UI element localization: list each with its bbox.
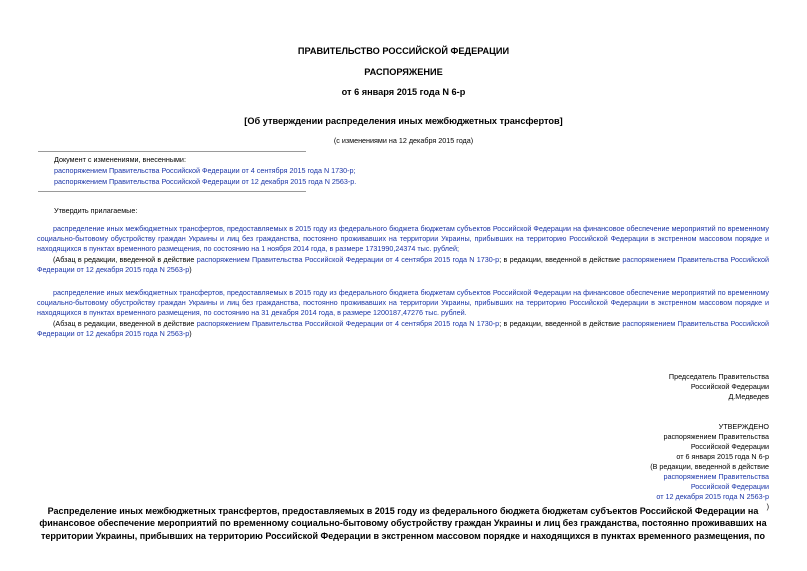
signature-country: Российской Федерации [690, 382, 769, 391]
note-link-2563[interactable]: распоряжением Правительства Российской Федерации от 12 декабря 2015 года N 2563-р [37, 254, 770, 274]
note-link-1730[interactable]: распоряжением Правительства Российской Федерации от 4 сентября 2015 года N 1730-р [196, 318, 500, 328]
signature-block [669, 372, 769, 402]
divider [38, 191, 306, 192]
signature-name: Д.Медведев [728, 392, 769, 401]
approval-block [650, 422, 769, 512]
paragraph-1 [37, 224, 769, 275]
approved-label: УТВЕРЖДЕНО [718, 422, 769, 431]
amendment-link-1730[interactable]: распоряжением Правительства Российской Федерации от 4 сентября 2015 года N 1730-р; [54, 166, 356, 175]
approval-line-4: (В редакции, введенной в действие [650, 462, 769, 471]
note-middle: ; в редакции, введенной в действие [499, 254, 621, 264]
signature-position: Председатель Правительства [668, 372, 769, 381]
note-middle: ; в редакции, введенной в действие [499, 318, 621, 328]
note-suffix: ) [189, 328, 192, 338]
approval-line-3: от 6 января 2015 года N 6-р [676, 452, 769, 461]
approve-intro: Утвердить прилагаемые: [54, 206, 138, 215]
note-prefix: (Абзац в редакции, введенной в действие [53, 254, 195, 264]
document-title: [Об утверждении распределения иных межбюджетных трансфертов] [244, 116, 563, 126]
approval-link-1[interactable]: распоряжением Правительства [663, 472, 769, 481]
note-link-1730[interactable]: распоряжением Правительства Российской Федерации от 4 сентября 2015 года N 1730-р [196, 254, 500, 264]
document-type: РАСПОРЯЖЕНИЕ [364, 67, 443, 77]
note-link-2563[interactable]: распоряжением Правительства Российской Федерации от 12 декабря 2015 года N 2563-р [37, 318, 770, 338]
divider [38, 151, 306, 152]
changes-note: (с изменениями на 12 декабря 2015 года) [333, 136, 474, 145]
approval-line-1: распоряжением Правительства [663, 432, 769, 441]
amendments-intro: Документ с изменениями, внесенными: [54, 155, 186, 164]
paragraph-2-text[interactable]: распределение иных межбюджетных трансфертов, предоставляемых в 2015 году из федерального бюджета бюджетам субъектов Российской Федерации на финансовое обеспечение мероприятий по временному социально-бытовому обустройству граждан Украины и лиц без гражданства, постоянно проживавших на территории Украины, прибывших на территорию Российской Федерации в экстренном массовом порядке и находящихся в пунктах временного размещения, по состоянию на 31 декабря 2014 года, в размере 1200187,47276 тыс. рублей. [37, 288, 769, 318]
document-date-number: от 6 января 2015 года N 6-р [341, 87, 466, 97]
note-prefix: (Абзац в редакции, введенной в действие [53, 318, 195, 328]
government-heading: ПРАВИТЕЛЬСТВО РОССИЙСКОЙ ФЕДЕРАЦИИ [297, 46, 510, 56]
paragraph-2 [37, 288, 769, 339]
paragraph-1-text[interactable]: распределение иных межбюджетных трансфертов, предоставляемых в 2015 году из федерального бюджета бюджетам субъектов Российской Федерации на финансовое обеспечение мероприятий по временному социально-бытовому обустройству граждан Украины и лиц без гражданства, постоянно проживавших на территории Украины, прибывших на территорию Российской Федерации в экстренном массовом порядке и находящихся в пунктах временного размещения, по состоянию на 1 ноября 2014 года, в размере 1731990,24374 тыс. рублей; [37, 224, 769, 254]
approval-close: ) [766, 502, 769, 511]
approval-link-2[interactable]: Российской Федерации [690, 482, 769, 491]
amendment-link-2563[interactable]: распоряжением Правительства Российской Федерации от 12 декабря 2015 года N 2563-р. [54, 177, 357, 186]
note-suffix: ) [189, 264, 192, 274]
approval-link-3[interactable]: от 12 декабря 2015 года N 2563-р [656, 492, 769, 501]
annex-title: Распределение иных межбюджетных трансфертов, предоставляемых в 2015 году из федерального бюджета бюджетам субъектов Российской Федерации на финансовое обеспечение мероприятий по временному социально-бытовому обустройству граждан Украины и лиц без гражданства, постоянно проживавших на территории Украины, прибывших на территорию Российской Федерации в экстренном массовом порядке и находящихся в пунктах временного размещения, по [39, 506, 767, 541]
approval-line-2: Российской Федерации [690, 442, 769, 451]
